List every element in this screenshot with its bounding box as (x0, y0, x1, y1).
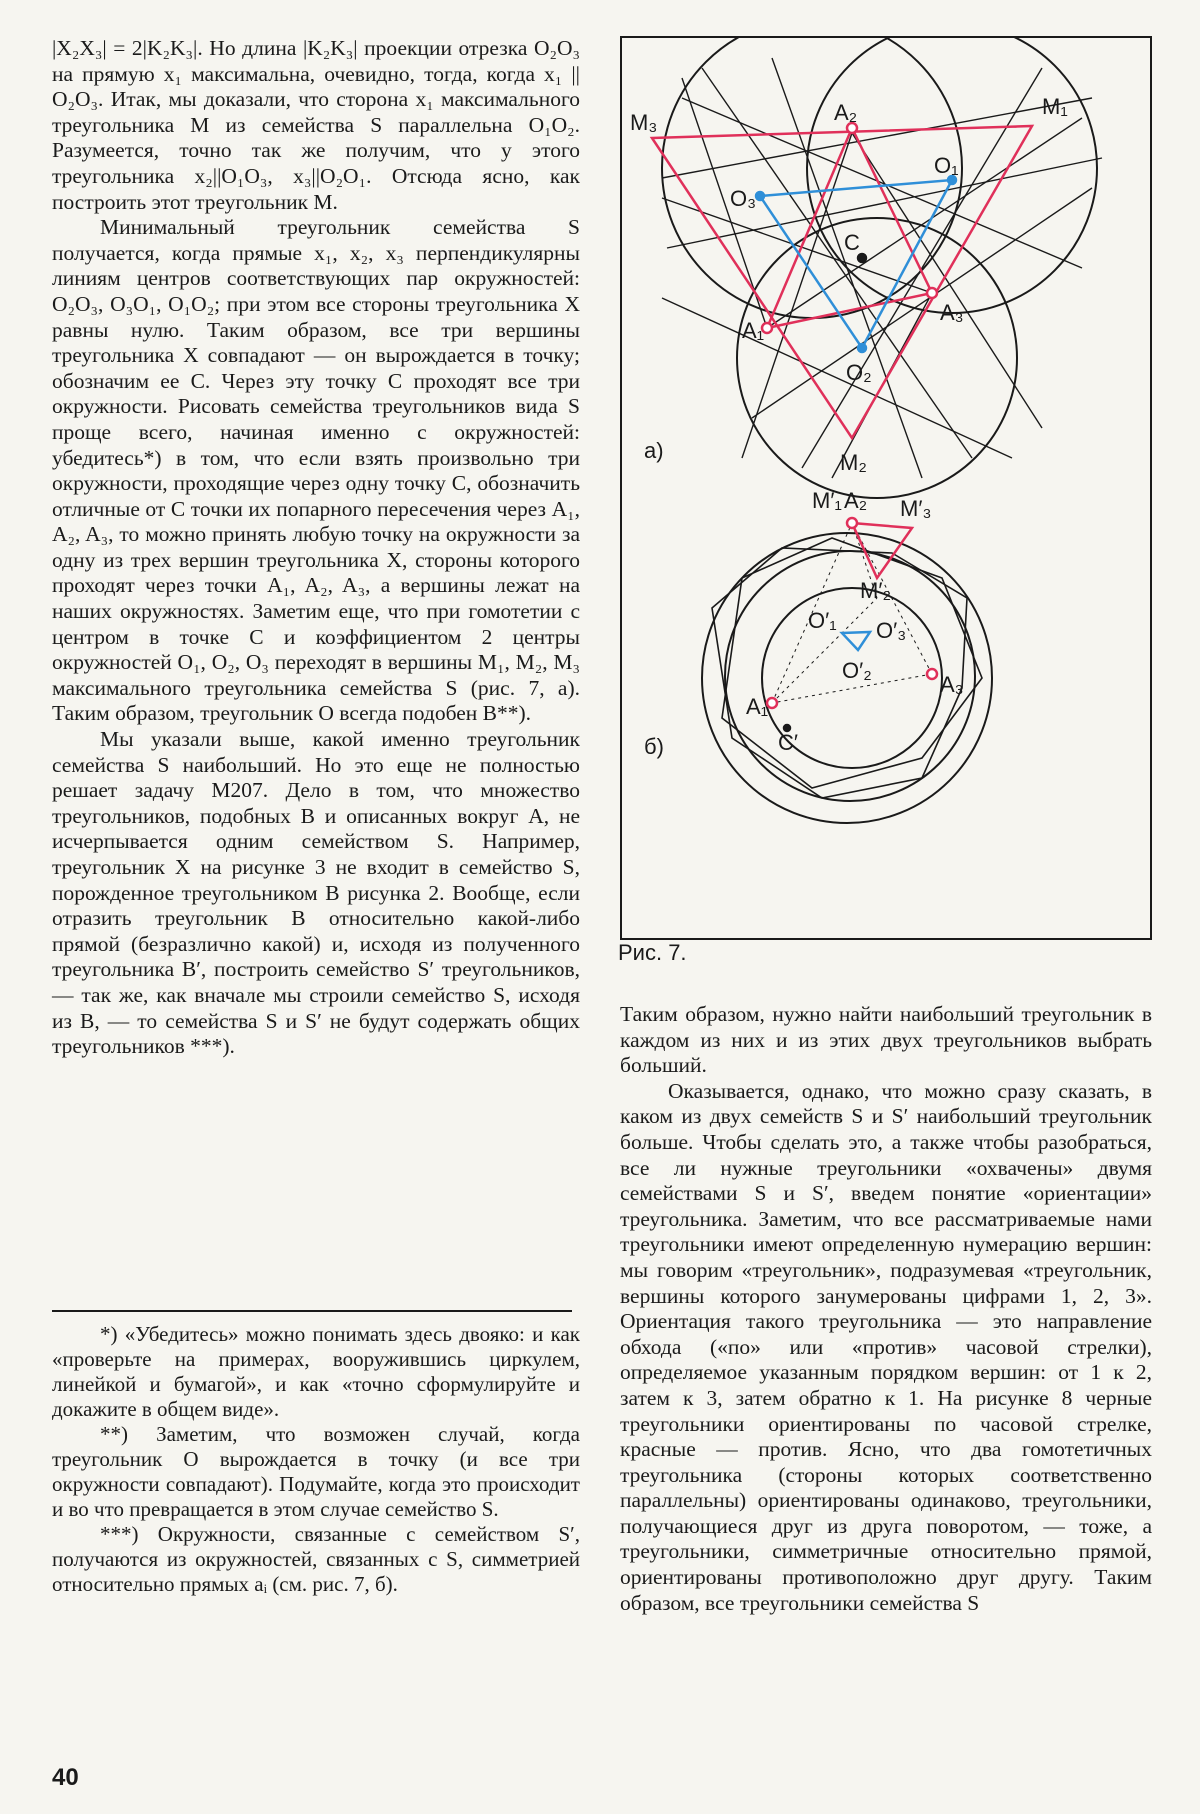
figure-caption: Рис. 7. (618, 940, 687, 965)
footnote: *) «Убедитесь» можно понимать здесь двояко: и как «проверьте на примерах, вооружившись циркулем, линейкой и бумагой», и как «точно сформулируйте и докажите в общем виде». (52, 1322, 580, 1421)
label-C: C (844, 230, 860, 255)
label-M3p: M′₃ (900, 496, 932, 521)
footnote: ***) Окружности, связанные с семейством S′, получаются из окружностей, связанных с S, симметрией относительно прямых aᵢ (см. рис. 7, б). (52, 1522, 580, 1596)
figure-7-drawing (622, 38, 1154, 942)
circle-3 (737, 218, 1017, 498)
label-A2: A₂ (844, 488, 868, 513)
label-O3: O₃ (730, 186, 757, 211)
label-M2p: M′₂ (860, 578, 891, 603)
label-A1: A₁ (742, 318, 765, 343)
label-O1p: O′₁ (808, 608, 837, 633)
paragraph: Таким образом, нужно найти наибольший треугольник в каждом из них и из этих двух треугольников выбрать больший. (620, 1002, 1152, 1078)
panel-a-red-triangle (652, 126, 1032, 438)
paragraph: Минимальный треугольник семейства S получается, когда прямые x₁, x₂, x₃ перпендикулярны линиям центров соответствующих пар окружностей: O₂O₃, O₃O₁, O₁O₂; при этом все стороны треугольника X равны нулю. Таким образом, все три вершины треугольника X совпадают — он вырождается в точку; обозначим ее C. Через эту точку C проходят все три окружности. Рисовать семейства треугольников вида S проще всего, начиная именно с окружностей: убедитесь*) в том, что если взять произвольно три окружности, проходящие через одну точку C, обозначить отличные от C точки их попарного пересечения через A₁, A₂, A₃, то можно принять любую точку на окружности за одну из трех вершин треугольника X, стороны которого проходят через точки A₁, A₂, A₃, а вершины лежат на наших окружностях. Заметим еще, что при гомотетии с центром в точке C и коэффициентом 2 центры окружностей O₁, O₂, O₃ переходят в вершины M₁, M₂, M₃ максимального треугольника семейства S (рис. 7, а). Таким образом, треугольник O всегда подобен B**). (52, 215, 580, 726)
family-lines (662, 58, 1102, 478)
label-A1: A₁ (746, 694, 769, 719)
page-number: 40 (52, 1764, 79, 1791)
panel-b-blue-triangle (842, 632, 870, 650)
panel-a-tag: а) (644, 438, 664, 463)
label-A3: A₃ (940, 672, 964, 697)
label-O3p: O′₃ (876, 618, 907, 643)
label-M3: M₃ (630, 110, 658, 135)
panel-b-tag: б) (644, 734, 664, 759)
panel-a-drawing (662, 38, 1102, 498)
label-M1: M₁ (1042, 94, 1068, 119)
label-A2: A₂ (834, 100, 858, 125)
label-O2p: O′₂ (842, 658, 872, 683)
label-A3: A₃ (940, 300, 964, 325)
footnote: **) Заметим, что возможен случай, когда треугольник O вырождается в точку (и все три окружности совпадают). Подумайте, когда это происходит и во что превращается в этом случае семейство S. (52, 1422, 580, 1521)
label-M2: M₂ (840, 450, 867, 475)
paragraph: |X₂X₃| = 2|K₂K₃|. Но длина |K₂K₃| проекции отрезка O₂O₃ на прямую x₁ максимальна, очевидно, тогда, когда x₁ || O₂O₃. Итак, мы доказали, что сторона x₁ максимального треугольника M из семейства S параллельна O₁O₂. Разумеется, точно так же получим, что у этого треугольника x₂||O₁O₃, x₃||O₂O₁. Отсюда ясно, как построить этот треугольник M. (52, 36, 580, 214)
footnote-divider (52, 1310, 572, 1312)
paragraph: Мы указали выше, какой именно треугольник семейства S наибольший. Но это еще не полностью решает задачу М207. Дело в том, что множество треугольников, подобных B и описанных вокруг A, не исчерпывается одним семейством S. Например, треугольник X на рисунке 3 не входит в семейство S, порожденное треугольником B рисунка 2. Вообще, если отразить треугольник B относительно какой-либо прямой (безразлично какой) и, исходя из полученного треугольника B′, построить семейство S′ треугольников, — так же, как вначале мы строили семейство S, исходя из B, — то семейства S и S′ не будут содержать общих треугольников ***). (52, 727, 580, 1059)
paragraph: Оказывается, однако, что можно сразу сказать, в каком из двух семейств S и S′ наибольший треугольник больше. Чтобы сделать это, а также чтобы разобраться, все ли нужные треугольники «охвачены» двумя семействами S и S′, введем понятие «ориентации» треугольника. Заметим, что все рассматриваемые нами треугольники имеют определенную нумерацию вершин: мы говорим «треугольник», подразумевая «треугольник, вершины которого занумерованы цифрами 1, 2, 3». Ориентация такого треугольника — это направление обхода («по» или «против» часовой стрелки), определяемое указанным порядком вершин: от 1 к 2, затем к 3, затем обратно к 1. На рисунке 8 черные треугольники ориентированы по часовой стрелке, красные — против. Ясно, что два гомотетичных треугольника (стороны которых соответственно параллельны) ориентированы одинаково, треугольники, получающиеся друг из друга поворотом, — тоже, а треугольники, симметричные относительно прямой, ориентированы противоположно друг другу. Таким образом, все треугольники семейства S (620, 1078, 1152, 1615)
label-M1p: M′₁ (812, 488, 842, 513)
label-O2: O₂ (846, 360, 872, 385)
label-Cp: C′ (778, 730, 799, 755)
figure-7 (620, 36, 1152, 940)
label-O1: O₁ (934, 153, 959, 178)
footnotes (52, 1322, 580, 1597)
left-column (52, 36, 580, 1060)
right-column (620, 1002, 1152, 1616)
